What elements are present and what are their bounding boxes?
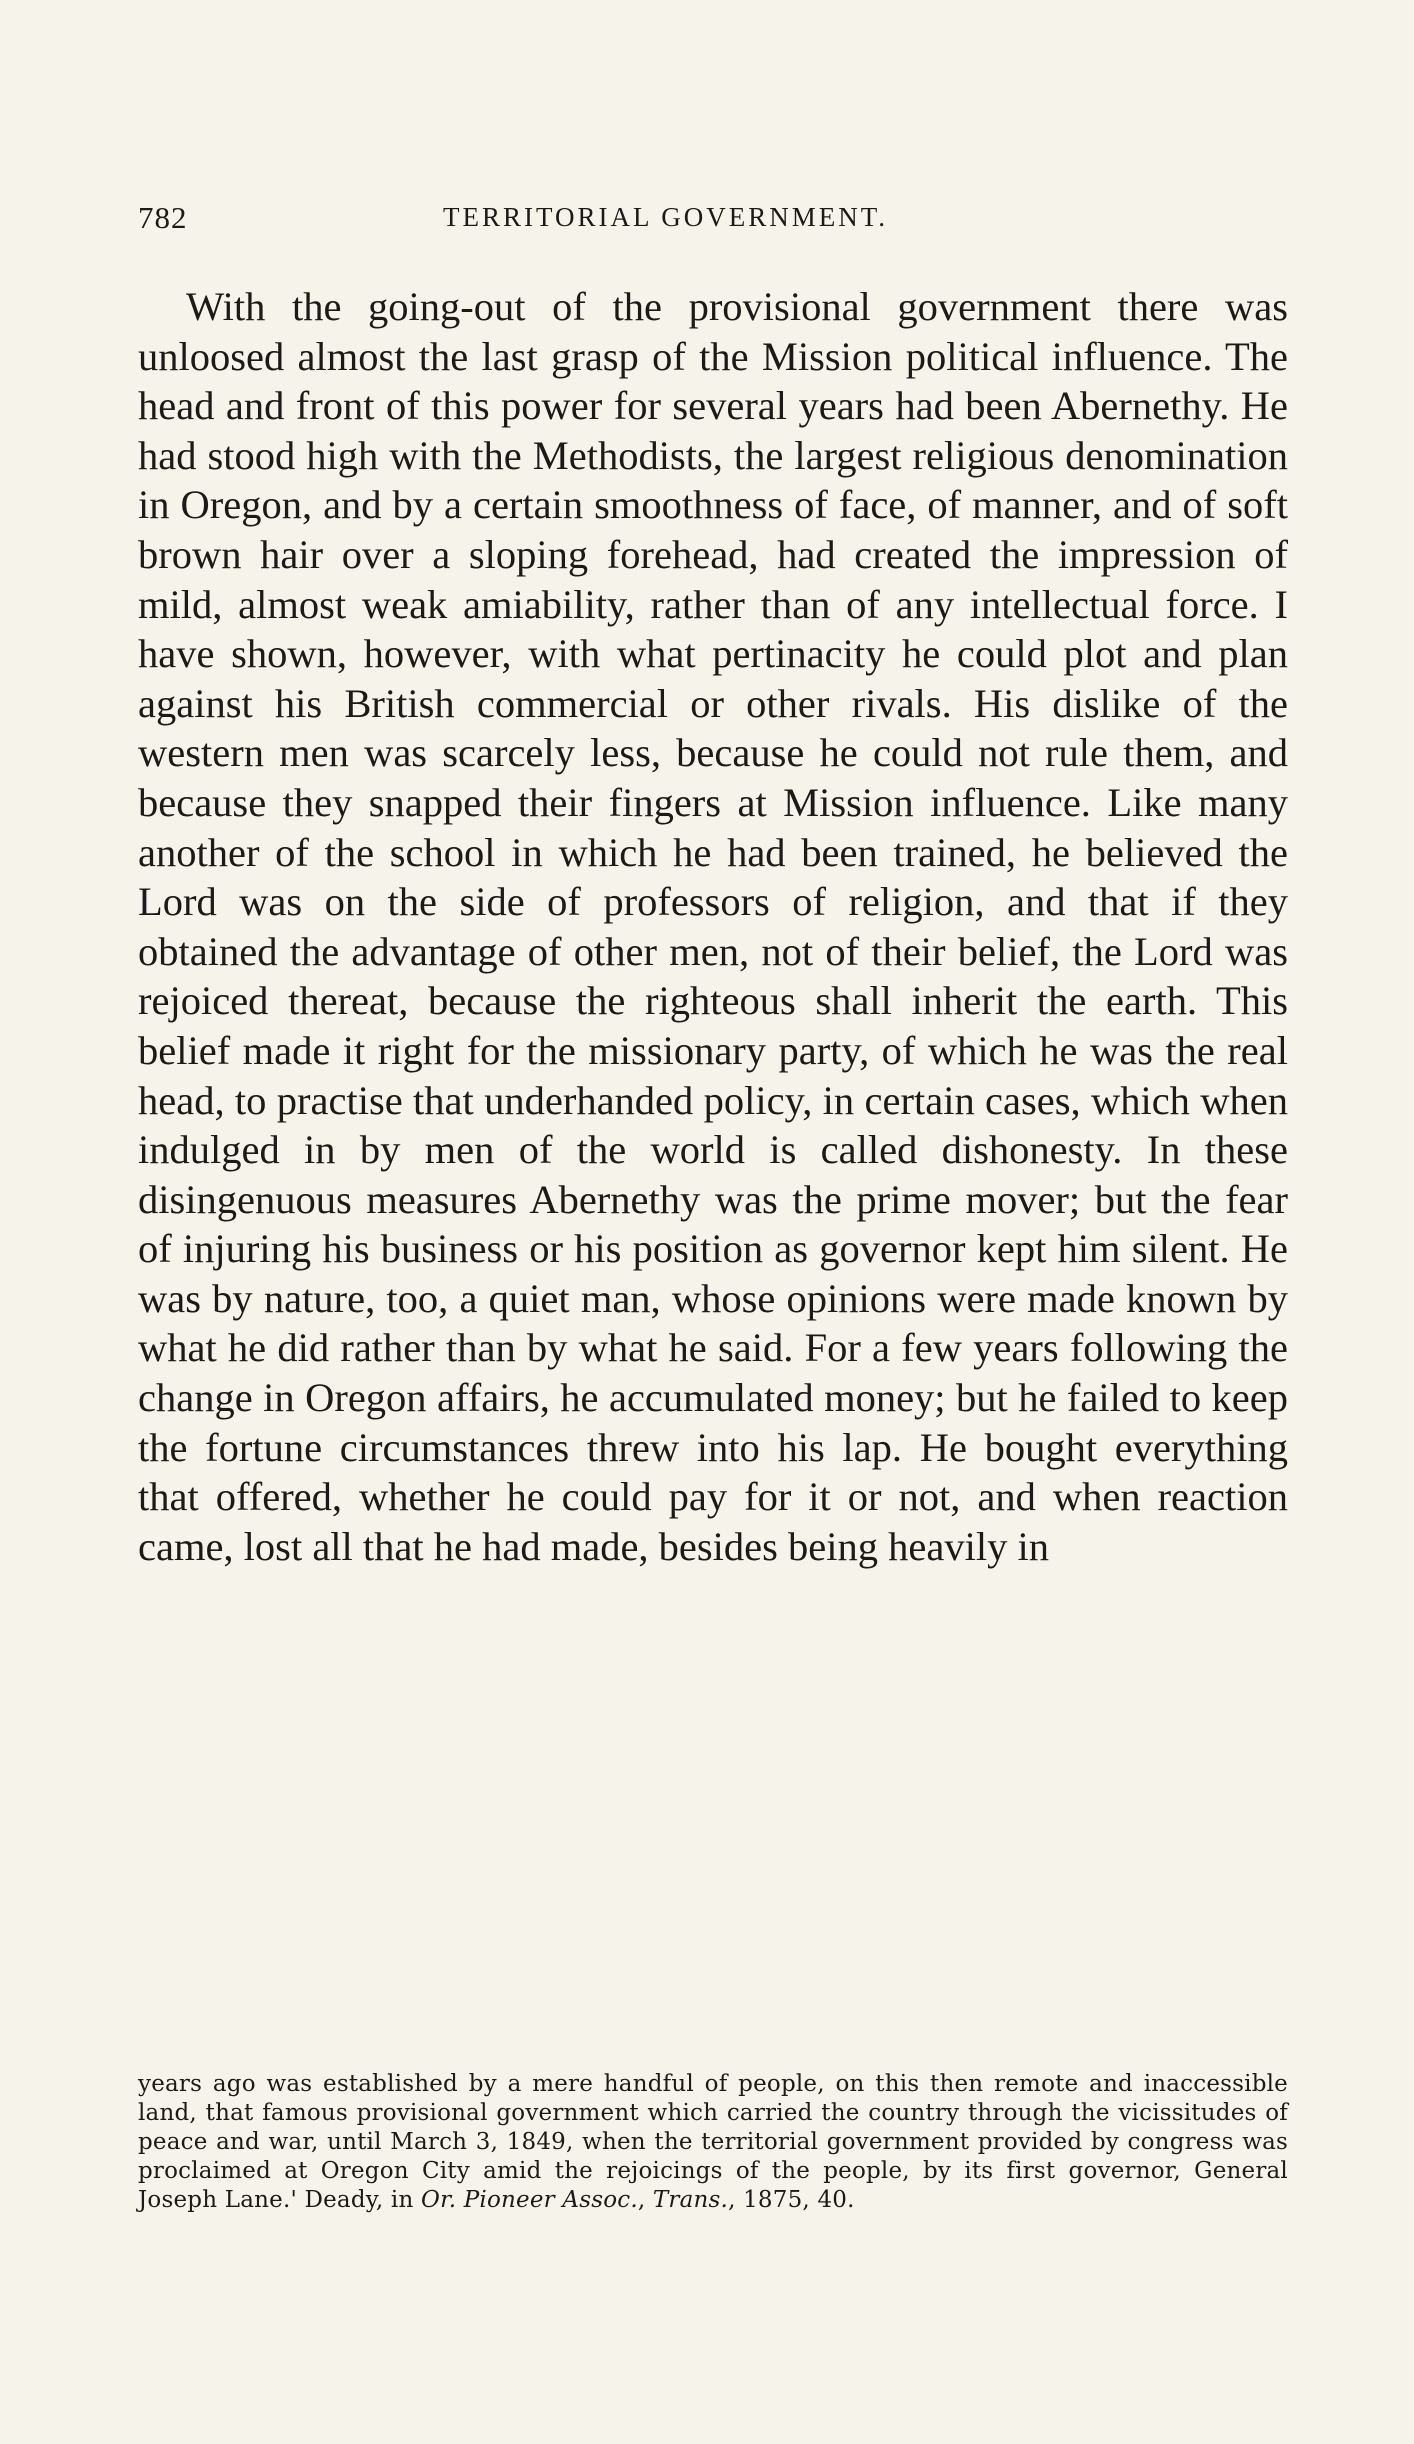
page-number: 782 — [138, 200, 188, 235]
footnote-source-2: Trans. — [652, 2187, 729, 2213]
running-title: TERRITORIAL GOVERNMENT. — [443, 202, 888, 232]
running-head — [138, 200, 1288, 240]
footnote-source-1: Or. Pioneer Assoc. — [421, 2187, 638, 2213]
body-paragraph: With the going-out of the provisional government there was unloosed almost the last grasp of the Mission political influence. The head and front of this power for several years had been Abernethy. He had stood high with the Methodists, the largest religious denomination in Oregon, and by a certain smoothness of face, of manner, and of soft brown hair over a sloping forehead, had created the impression of mild, almost weak amiability, rather than of any intellectual force. I have shown, however, with what pertinacity he could plot and plan against his British commercial or other rivals. His dislike of the western men was scarcely less, because he could not rule them, and because they snapped their fingers at Mission influence. Like many another of the school in which he had been trained, he believed the Lord was on the side of professors of religion, and that if they obtained the advantage of other men, not of their belief, the Lord was rejoiced thereat, because the righteous shall inherit the earth. This belief made it right for the missionary party, of which he was the real head, to practise that underhanded policy, in certain cases, which when indulged in by men of the world is called dishonesty. In these disingenuous measures Abernethy was the prime mover; but the fear of injuring his business or his position as governor kept him silent. He was by nature, too, a quiet man, whose opinions were made known by what he did rather than by what he said. For a few years following the change in Oregon affairs, he accumulated money; but he failed to keep the fortune circumstances threw into his lap. He bought everything that offered, whether he could pay for it or not, and when reaction came, lost all that he had made, besides being heavily in — [138, 284, 1288, 1569]
footnote-citation-tail: , 1875, 40. — [728, 2187, 855, 2213]
footnote — [138, 2070, 1288, 2215]
footnote-text: years ago was established by a mere handful of people, on this then remote and inaccessible land, that famous provisional government which carried the country through the vicissitudes of peace and war, until March 3, 1849, when the territorial government provided by congress was proclaimed at Oregon City amid the rejoicings of the people, by its first governor, General Joseph Lane.' Deady, in — [138, 2071, 1288, 2213]
footnote-separator: , — [637, 2187, 653, 2213]
